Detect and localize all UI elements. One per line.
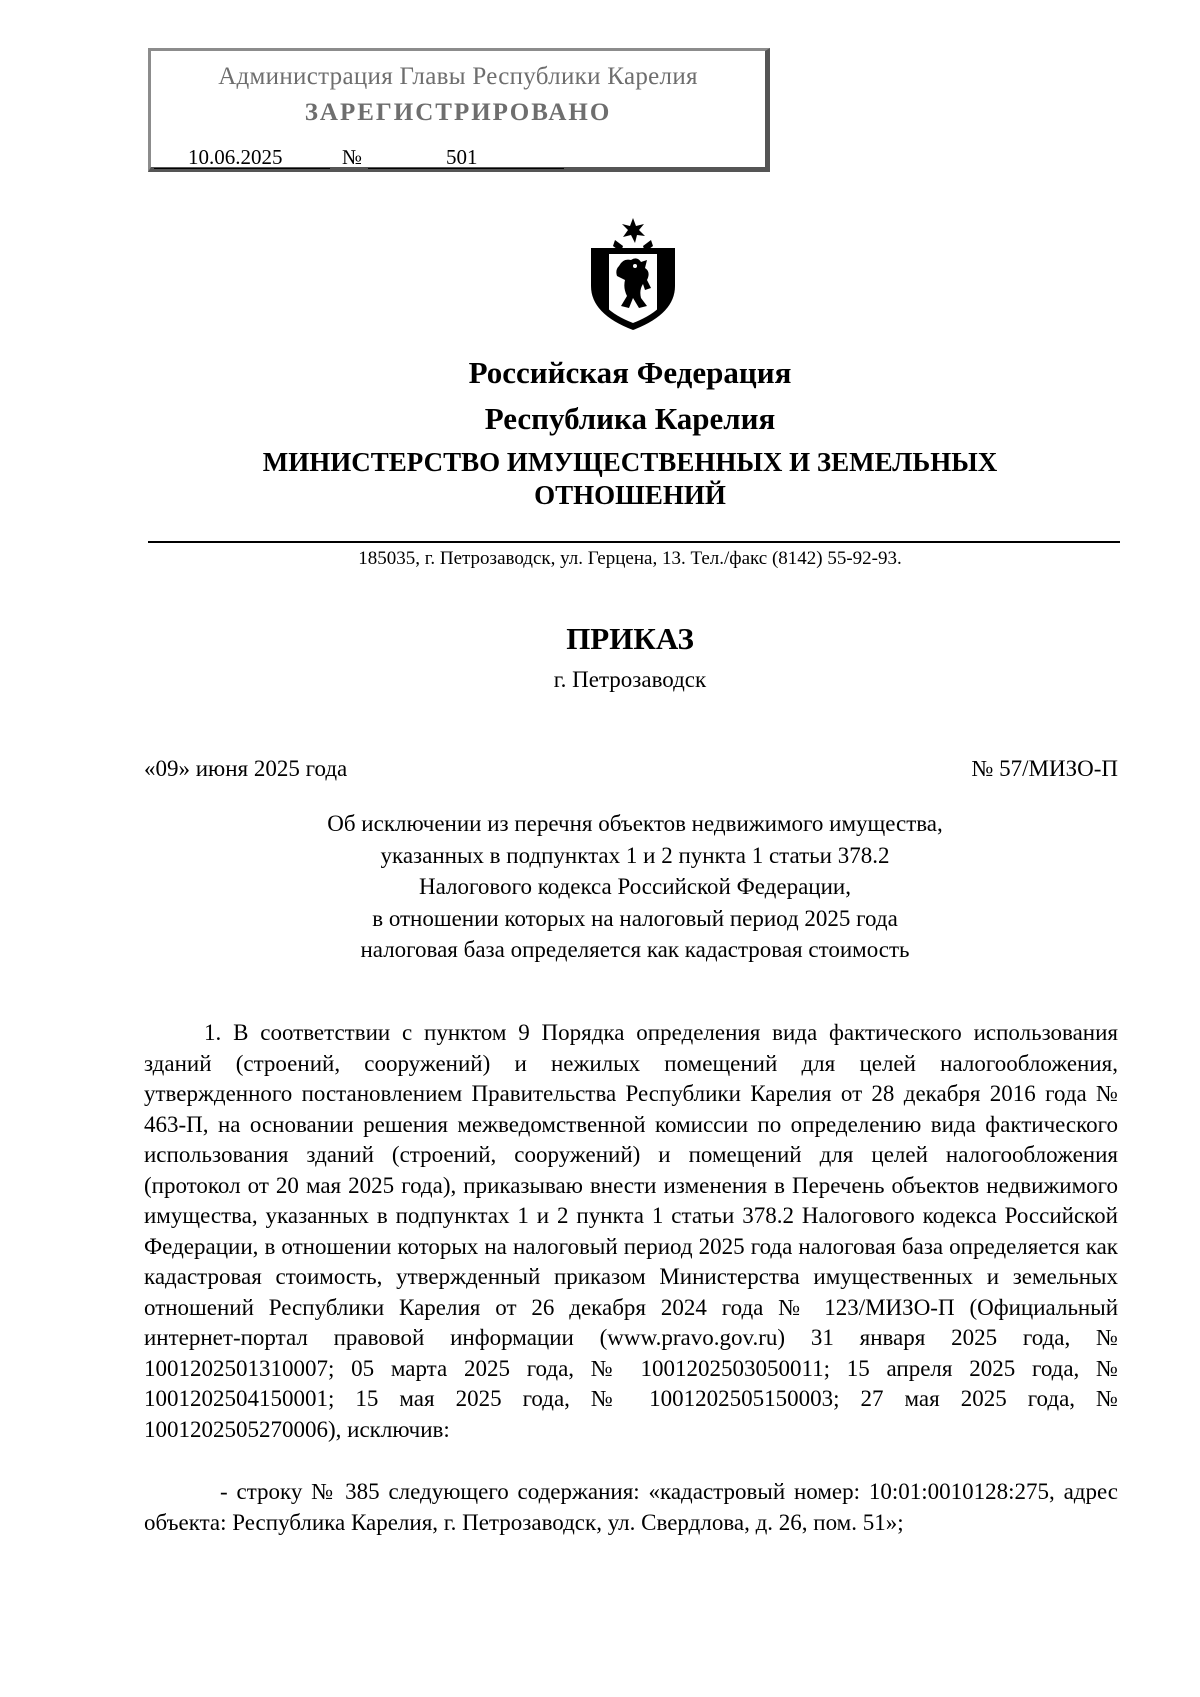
- order-city: г. Петрозаводск: [553, 667, 707, 692]
- header-divider: [148, 541, 1120, 543]
- body-paragraph-2: - строку № 385 следующего содержания: «кадастровый номер: 10:01:0010128:275, адрес объекта: Республика Карелия, г. Петрозаводск, ул. Свердлова, д. 26, пом. 51»;: [144, 1479, 1118, 1535]
- stamp-number: 501: [446, 145, 478, 169]
- stamp-date-underline: [154, 168, 330, 169]
- subject-line: Налогового кодекса Российской Федерации,: [419, 874, 851, 899]
- body-paragraph-1: 1. В соответствии с пунктом 9 Порядка определения вида фактического использования зданий (строений, сооружений) и нежилых помещений для целей налогообложения, утвержденного постановлением Правительства Республики Карелия от 28 декабря 2016 года № 463-П, на основании решения межведомственной комиссии по определению вида фактического использования зданий (строений, сооружений) и помещений для целей налогообложения (протокол от 20 мая 2025 года), приказываю внести изменения в Перечень объектов недвижимого имущества, указанных в подпунктах 1 и 2 пункта 1 статьи 378.2 Налогового кодекса Российской Федерации, в отношении которых на налоговый период 2025 года налоговая база определяется как кадастровая стоимость, утвержденный приказом Министерства имущественных и земельных отношений Республики Карелия от 26 декабря 2024 года № 123/МИЗО-П (Официальный интернет-портал правовой информации (www.pravo.gov.ru) 31 января 2025 года, № 1001202501310007; 05 марта 2025 года, № 1001202503050011; 15 апреля 2025 года, № 1001202504150001; 15 мая 2025 года, № 1001202505150003; 27 мая 2025 года, № 1001202505270006), исключив:: [144, 1020, 1118, 1442]
- subject-line: налоговая база определяется как кадастровая стоимость: [360, 937, 910, 962]
- karelia-coat-of-arms-icon: [585, 216, 681, 332]
- subject-line: указанных в подпунктах 1 и 2 пункта 1 статьи 378.2: [380, 842, 890, 868]
- country-name: Российская Федерация: [468, 355, 792, 390]
- subject-line: в отношении которых на налоговый период 2025 года: [372, 905, 898, 931]
- order-date: «09» июня 2025 года: [144, 756, 348, 781]
- order-subject: [0, 808, 1200, 966]
- stamp-number-underline: [368, 168, 564, 169]
- subject-line: Об исключении из перечня объектов недвижимого имущества,: [327, 811, 943, 836]
- order-title: ПРИКАЗ: [566, 621, 694, 656]
- ministry-name-line2: ОТНОШЕНИЙ: [534, 480, 726, 510]
- stamp-number-sign: №: [342, 145, 363, 169]
- ministry-name-line1: МИНИСТЕРСТВО ИМУЩЕСТВЕННЫХ И ЗЕМЕЛЬНЫХ: [262, 447, 998, 477]
- stamp-date: 10.06.2025: [188, 145, 283, 169]
- ministry-address: 185035, г. Петрозаводск, ул. Герцена, 13. Тел./факс (8142) 55-92-93.: [358, 548, 902, 569]
- region-name: Республика Карелия: [484, 401, 776, 436]
- stamp-status: ЗАРЕГИСТРИРОВАНО: [304, 99, 612, 126]
- stamp-organization: Администрация Главы Республики Карелия: [218, 63, 698, 90]
- order-number: № 57/МИЗО-П: [971, 756, 1118, 781]
